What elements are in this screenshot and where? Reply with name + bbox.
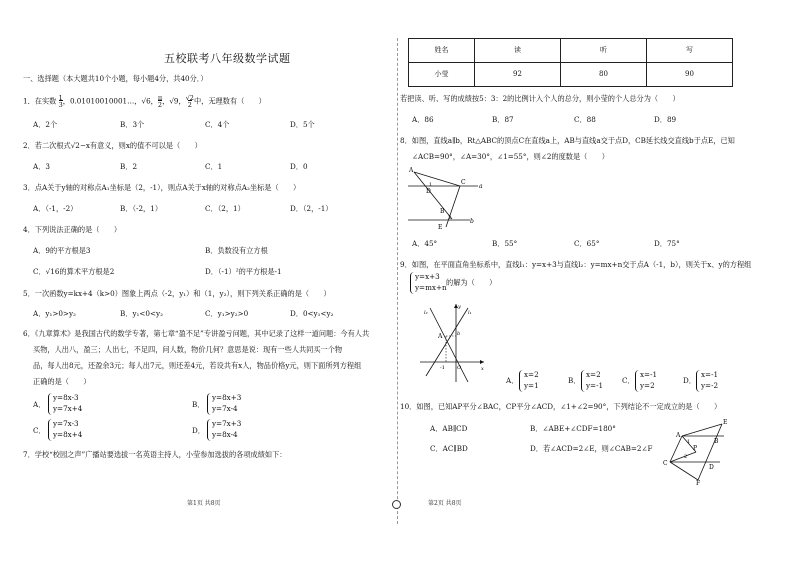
q9-option-c-eq2: y=2 [640,381,655,390]
q1-fraction-3: √2 2 [185,94,194,109]
brace [581,370,585,392]
q8-option-c: C．65° [574,239,600,248]
q9-option-a-eq2: y=1 [524,381,539,390]
q10-option-a: A．AB∥CD [430,424,468,433]
brace [696,370,700,392]
label-angle-2: 2 [684,454,688,460]
q9-system-eq1: y=x+3 [415,272,440,281]
label-x: x [481,366,484,372]
page-divider [397,38,398,524]
segment-ef [698,424,722,480]
q3-option-d: D．（2，-1） [290,204,333,213]
q2-stem: 2．若二次根式√2−x有意义，则x的值不可以是（ ） [23,141,202,150]
q8-option-b: B．55° [492,239,518,248]
label-l2: l₂ [424,310,428,316]
q3-option-c: C．（2，1） [205,204,245,213]
label-c: C [461,179,466,186]
q6-line-1: 6．《九章算术》是我国古代的数学专著，第七章“盈不足”专讲盈亏问题，其中记录了这样一道问题：今有人共 [23,329,370,338]
q10-figure [660,416,740,486]
segment-cf [670,462,698,480]
q3-option-a: A．（-1，-2） [33,204,78,213]
x-axis-arrow [480,360,484,364]
label-e: E [723,419,728,426]
q10-option-b: B．∠ABE+∠CDF=180° [530,424,616,433]
q9-option-c-label: C． [622,376,635,385]
q1-fraction-2: π 2 [157,94,163,109]
q8-line-2: ∠ACB=90°，∠A=30°，∠1=55°，则∠2的度数是（ ） [412,152,609,161]
page-number-right: 第2页 共8页 [428,500,462,507]
q9-option-a-eq1: x=2 [524,370,539,379]
q6-option-c-eq2: y=8x+4 [53,430,83,439]
label-a: A [438,333,443,340]
brace [207,393,211,415]
q6-option-b-label: B． [192,400,205,409]
segment-ac [414,172,460,186]
page-title: 五校联考八年级数学试题 [164,52,291,65]
q1-option-d: D．5个 [290,120,315,129]
score-table [408,38,733,87]
q6-option-b-eq2: y=7x-4 [212,404,238,413]
page-number-left: 第1页 共8页 [187,500,221,507]
q8-figure [408,164,484,230]
q4-option-c: C．√16的算术平方根是2 [33,267,115,276]
q7-option-b: B．87 [492,115,514,124]
q3-option-b: B．（-2，1） [120,204,163,213]
q5-stem: 5．一次函数y=kx+4（k>0）图象上两点（-2，y₁）和（1，y₂），则下列关系正确的是（ ） [23,289,331,298]
label-angle-1: 1 [687,439,691,445]
line-l1 [426,308,468,376]
label-b: B [714,438,719,445]
q7-stem: 7．学校“校园之声”广播站要选拔一名英语主持人，小莹参加选拔的各项成绩如下： [23,450,287,459]
q6-option-a-label: A． [33,400,46,409]
q9-option-d-label: D． [683,376,696,385]
label-e: E [438,224,443,230]
q6-line-2: 买物，人出八，盈三；人出七，不足四，问人数，物价几何？意思是说：现有一些人共同买一个物 [33,345,343,354]
label-angle-2: 2 [448,215,452,221]
q8-option-a: A．45° [412,239,438,248]
label-origin: O [457,365,462,371]
label-b: b [457,331,461,337]
q9-line-2: 的解为（ ） [446,278,497,287]
q2-option-b: B．2 [120,162,138,171]
brace [519,370,523,392]
label-y: y [458,304,461,310]
q1-stem: 1．在实数 1 3，0.01010010001…，√6，π 2，√9，√2 2 中，无理数有（ ） [23,94,266,109]
q7-option-d: D．89 [654,115,677,124]
q8-line-1: 8．如图，直线a∥b，Rt△ABC的顶点C在直线a上，AB与直线a交于点D，CB延长线交直线b于点E，已知 [400,136,735,145]
q7-option-a: A．86 [412,115,434,124]
q4-option-d: D．（-1）²的平方根是-1 [205,267,282,276]
table-cell: 小莹 [409,63,475,87]
q9-option-a-label: A． [506,376,519,385]
q6-option-d-eq2: y=8x-4 [212,430,238,439]
table-cell: 80 [561,63,647,87]
label-line-a: a [479,183,483,190]
brace [635,370,639,392]
q1-option-b: B．3个 [120,120,145,129]
binding-hole [392,500,401,509]
q6-option-a-eq1: y=8x-3 [53,393,79,402]
table-cell: 92 [475,63,561,87]
q6-line-4: 正确的是（ ） [33,377,91,386]
label-l1: l₁ [468,310,472,316]
brace [48,419,52,441]
q6-option-c-label: C． [33,426,46,435]
label-a: A [676,432,681,439]
q3-stem: 3．点A关于y轴的对称点A₁坐标是（2，-1），则点A关于x轴的对称点A₂坐标是（ ） [23,183,301,192]
q9-figure [418,300,488,384]
q7-option-c: C．88 [574,115,596,124]
label-f: F [696,480,701,486]
table-header: 读 [475,39,561,63]
table-header: 听 [561,39,647,63]
q9-option-b-eq1: x=2 [586,370,601,379]
q9-system-eq2: y=mx+n [415,283,447,292]
q6-option-a-eq2: y=7x+4 [53,404,83,413]
q2-option-d: D．0 [290,162,308,171]
label-minus-1: -1 [440,365,445,371]
q5-option-c: C．y₁>y₂>0 [205,309,249,318]
label-c: C [663,460,668,467]
q10-option-c: C．AC∥BD [430,444,468,453]
section-heading: 一、选择题（本大题共10个小题，每小题4分，共40分．） [23,74,208,83]
q10-option-d: D．若∠ACD=2∠E，则∠CAB=2∠F [530,444,653,453]
label-d: D [426,188,431,195]
q9-option-c-eq1: x=-1 [640,370,658,379]
q6-option-c-eq1: y=7x-3 [53,419,79,428]
q4-stem: 4．下列说法正确的是（ ） [23,225,122,234]
table-header: 姓名 [409,39,475,63]
segment-ae [682,424,722,436]
label-angle-1: 1 [429,182,433,188]
table-header: 写 [647,39,733,63]
q6-line-3: 品，每人出8元，还盈余3元；每人出7元，则还差4元，若设共有x人，物品价格y元，则下面所列方程组 [33,361,362,370]
q4-option-b: B．负数没有立方根 [205,246,268,255]
brace [48,393,52,415]
q5-option-b: B．y₁<0<y₂ [120,309,163,318]
q9-option-d-eq1: x=-1 [701,370,719,379]
q10-stem: 10．如图，已知AP平分∠BAC，CP平分∠ACD，∠1+∠2=90°，下列结论不一定成立的是（ ） [400,402,722,411]
line-l2 [430,308,468,382]
q6-option-b-eq1: y=8x+3 [212,393,242,402]
q6-option-d-eq1: y=7x+3 [212,419,242,428]
label-a: A [409,167,414,174]
label-line-b: b [470,218,474,225]
q7-stem-continued: 若把读、听、写的成绩按5：3：2的比例计入个人的总分，则小莹的个人总分为（ ） [400,94,680,103]
q1-option-c: C．4个 [205,120,230,129]
q2-option-c: C．1 [205,162,223,171]
q9-option-b-label: B． [568,376,581,385]
brace [207,419,211,441]
q1-option-a: A．2个 [33,120,58,129]
segment-ab [414,172,452,219]
label-b: B [440,208,445,215]
q8-option-d: D．75° [654,239,680,248]
q1-fraction-1: 1 3 [58,94,63,109]
q5-option-d: D．0<y₁<y₂ [290,309,334,318]
q9-option-d-eq2: y=-2 [701,381,719,390]
q9-line-1: 9．如图，在平面直角坐标系中，直线l₁：y=x+3与直线l₂：y=mx+n交于点A（-1，b），则关于x、y的方程组 [400,260,752,269]
table-cell: 90 [647,63,733,87]
q4-option-a: A．9的平方根是3 [33,246,91,255]
q6-option-d-label: D． [192,426,205,435]
label-d: D [709,464,714,471]
label-p: P [693,445,698,452]
q5-option-a: A．y₁>0>y₂ [33,309,76,318]
q9-option-b-eq2: y=-1 [586,381,604,390]
q2-option-a: A．3 [33,162,50,171]
brace [410,272,414,294]
